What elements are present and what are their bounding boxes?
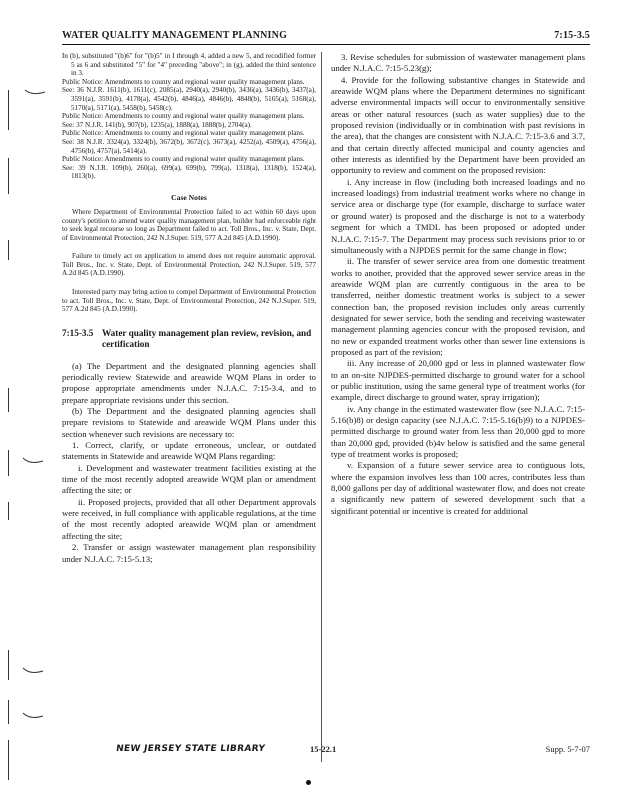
see-citations: See: 38 N.J.R. 3324(a), 3324(b), 3672(b), 3672(c), 3673(a), 4252(a), 4509(a), 4756(a), 4756(b), 4757(a), 5414(a).: [62, 137, 316, 155]
page-number: 15-22.1: [310, 744, 337, 754]
see-citations: See: 37 N.J.R. 141(b), 907(b), 1235(a), 1888(a), 1888(b), 2704(a).: [62, 120, 252, 129]
margin-bar: [8, 502, 9, 520]
library-stamp: NEW JERSEY STATE LIBRARY: [115, 744, 266, 754]
margin-bar: [8, 388, 9, 412]
paragraph-b: (b) The Department and the designated planning agencies shall prepare revisions to Statewide and areawide WQM Plans under this section whenever such revisions are necessary to:: [62, 406, 316, 439]
margin-tick-icon: [22, 710, 44, 722]
public-notice: Public Notice: Amendments to county and regional water quality management plans.: [62, 77, 305, 86]
paragraph-a: (a) The Department and the designated planning agencies shall periodically review Statewide and areawide WQM Plans in order to propose appropriate amendments under N.J.A.C. 7:15-3.4, and to prepare appropriate revisions under this section.: [62, 360, 316, 405]
paragraph-b4-ii: ii. The transfer of sewer service area from one domestic treatment works to another, provided that the approved sewer service areas in the areawide WQM plan are currently contiguous in the area to be transferred, neither domestic treatment works is subject to a sewer connection ban, the proposed revision includes only areas currently designated for sewer service, both the sending and receiving wastewater management planning agencies concur with the proposed revision, and no new or expanded treatment works other than sewer line extensions is proposed as part of the revision;: [331, 256, 585, 357]
paragraph-b3: 3. Revise schedules for submission of wastewater management plans under N.J.A.C. 7:15-5.23(g);: [331, 52, 585, 74]
paragraph-b4: 4. Provide for the following substantive changes in Statewide and areawide WQM plans where the Department determines no significant adverse environmental impacts will occur to environmentally sensitive areas or other natural resources (such as water supplies) due to the proposed revision (individually or in combination with past revisions in the area), that the changes are consistent with N.J.A.C. 7:15-3.6 and 3.7, and that certain directly affected municipal and county agencies and other interests as identified by the Department have been provided an opportunity to review and comment on the proposed revision:: [331, 74, 585, 176]
right-column: [331, 52, 585, 517]
paragraph-b2: 2. Transfer or assign wastewater management plan responsibility under N.J.A.C. 7:15-5.13;: [62, 542, 316, 564]
margin-tick-icon: [22, 455, 44, 467]
left-column: [62, 52, 316, 565]
public-notice: Public Notice: Amendments to county and regional water quality management plans.: [62, 155, 305, 164]
margin-bar: [8, 158, 9, 194]
paragraph-b1-i: i. Development and wastewater treatment facilities existing at the time of the most recently adopted areawide WQM plan or amendment affecting the site; or: [62, 462, 316, 496]
public-notice: Public Notice: Amendments to county and regional water quality management plans.: [62, 129, 305, 138]
see-citations: See: 36 N.J.R. 1611(b), 1611(c), 2085(a), 2940(a), 2940(b), 3436(a), 3436(b), 3437(a), 3591(a), 3591(b), 4178(a), 4542(b), 4846(a), 4846(b), 4848(b), 5165(a), 5168(a), 5170(a), 5171(a), 5458(b), 5458(c).: [62, 86, 316, 112]
case-note: Failure to timely act on application to amend does not require automatic approval. Toll Bros., Inc. v. State, Dept. of Environmental Protection, 242 N.J.Super. 519, 577 A.2d 845 (A.D.1990).: [62, 252, 316, 278]
history-note: In (b), substituted "(b)6" for "(b)5" in I through 4, added a new 5, and recodified former 5 as 6 and substituted "5" for "4" preceding "above"; in (g), added the third sentence in 3.: [62, 52, 316, 78]
paragraph-b1: 1. Correct, clarify, or update erroneous, unclear, or outdated statements in Statewide and areawide WQM Plans regarding:: [62, 440, 316, 462]
margin-bar: [8, 700, 9, 724]
header-title: WATER QUALITY MANAGEMENT PLANNING: [62, 30, 288, 41]
page-footer: [62, 744, 590, 760]
margin-bar: [8, 240, 9, 260]
paragraph-b4-i: i. Any increase in flow (including both increased loadings and no increased loadings) from industrial treatment works where no change in service area or discharge type (for example, discharge to surface water or ground water) is proposed and the discharge is not to a waterbody segment for which a TMDL has been proposed or adopted under N.J.A.C. 7:15-7. The Department may process such revisions prior to or simultaneously with a NJPDES permit for the same change in flow;: [331, 176, 585, 255]
margin-tick-icon: [24, 86, 46, 98]
see-citations: See: 39 N.J.R. 109(b), 260(a), 699(a), 699(b), 799(a), 1318(a), 1318(b), 1524(a), 1813(b).: [62, 163, 316, 181]
case-note: Interested party may bring action to compel Department of Environmental Protection to act. Toll Bros., Inc. v. State, Dept. of Environmental Protection, 242 N.J.Super. 519, 577 A.2d 845 (A.D.1990).: [62, 288, 316, 314]
column-divider: [321, 52, 322, 762]
margin-bar: [8, 450, 9, 476]
margin-bar: [8, 740, 9, 780]
paragraph-b4-v: v. Expansion of a future sewer service area to contiguous lots, where the expansion involves less than 100 acres, contributes less than 8,000 gallons per day of additional wastewater flow, and does not create a significantly new pattern of sewered development such that a significant potential or incentive is created for additional: [331, 460, 585, 516]
running-header: [62, 30, 590, 44]
margin-bar: [8, 90, 9, 130]
public-notice: Public Notice: Amendments to county and regional water quality management plans.: [62, 112, 305, 121]
section-title: Water quality management plan review, revision, and certification: [102, 327, 312, 350]
section-number: 7:15-3.5: [62, 327, 94, 338]
paragraph-b1-ii: ii. Proposed projects, provided that all other Department approvals were received, in full compliance with applicable regulations, at the time of the most recently adopted areawide WQM plan or amendment affecting the site;: [62, 496, 316, 541]
margin-bar: [8, 650, 9, 680]
bullet-dot-icon: [306, 780, 311, 785]
supplement-date: Supp. 5-7-07: [545, 744, 590, 754]
paragraph-b4-iv: iv. Any change in the estimated wastewater flow (see N.J.A.C. 7:15-5.16(b)8) or design capacity (see N.J.A.C. 7:15-5.16(b)9) to a NJPDES-permitted discharge to ground water from less than 20,000 gpd to more than 20,000 gpd, provided (b)4v below is satisfied and the same general type of treatment works is proposed;: [331, 403, 585, 460]
header-rule: [62, 44, 590, 45]
section-heading: [62, 328, 316, 351]
paragraph-b4-iii: iii. Any increase of 20,000 gpd or less in planned wastewater flow to an on-site NJPDES-permitted discharge to ground water for a school or public institution, using the same general type of treatment works (for example, direct discharge to ground water, spray irrigation);: [331, 358, 585, 403]
margin-tick-icon: [22, 665, 44, 677]
header-section-number: 7:15-3.5: [554, 30, 590, 41]
case-notes-heading: Case Notes: [171, 192, 207, 202]
case-note: Where Department of Environmental Protection failed to act within 60 days upon county's petition to amend water quality management plan, builder had enforceable right to seek legal recourse so long as Department failed to act. Toll Bros., Inc. v. State, Dept. of Environmental Protection, 242 N.J.Super. 519, 577 A.2d 845 (A.D.1990).: [62, 207, 316, 242]
